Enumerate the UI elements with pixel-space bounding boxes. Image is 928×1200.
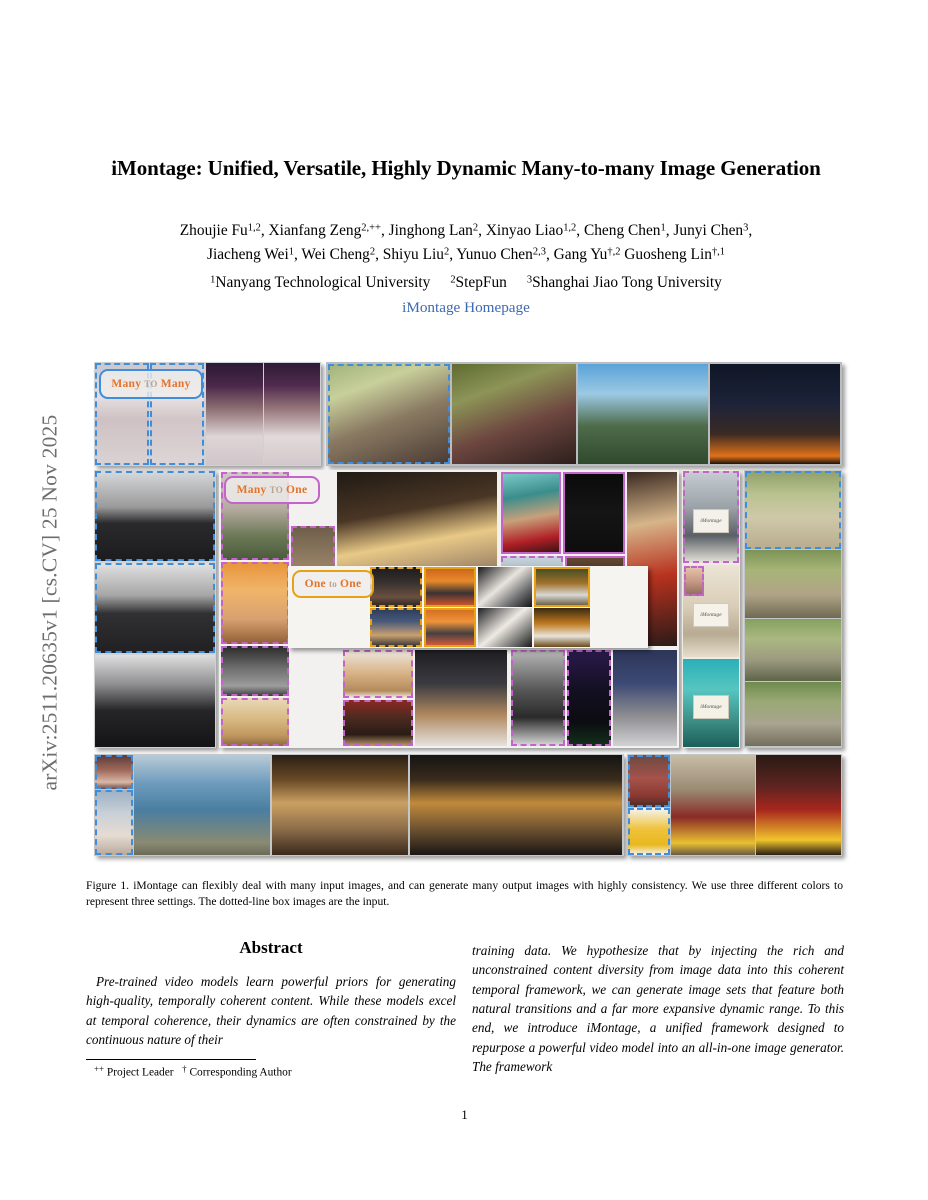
footnote-divider [86, 1059, 256, 1060]
figure-image-bag-output-2 [756, 755, 841, 855]
figure-row-1-left-group [94, 362, 321, 466]
homepage-line [86, 299, 846, 317]
badge-many-to-one-to: TO [269, 485, 284, 495]
figure-image-park-output-3 [745, 682, 841, 746]
arxiv-stamp [0, 0, 80, 1200]
figure-image-waterfall-1 [534, 567, 590, 607]
figure-image-nezuko-output-3 [710, 364, 840, 464]
figure-image-park-output-2 [745, 619, 841, 681]
figure-image-cat-input-2 [370, 608, 422, 647]
badge-many-to-one [224, 476, 320, 504]
figure-image-nezuko-output-1 [452, 364, 576, 464]
figure-image-shoe-2 [478, 608, 532, 647]
figure-image-waterfall-2 [534, 608, 590, 647]
figure-image-woman-input-3 [221, 646, 289, 696]
figure-image-bag-input-bag [628, 808, 670, 855]
badge-many-to-many [99, 369, 203, 399]
figure-image-woman-input-2 [221, 562, 289, 644]
author-line-1: Zhoujie Fu$^{1,2}$, Xianfang Zeng$^{2,++}$, Jinghong Lan$^2$, Xinyao Liao$^{1,2}$, Cheng Chen$^1$, Junyi Chen$^3$, [179, 222, 753, 240]
figure-image-cafe-output [272, 755, 408, 855]
figure-one-to-one-group [288, 566, 648, 648]
figure-image-lake-input-1 [95, 755, 133, 789]
badge-many-to-one-part1: Many [236, 484, 267, 496]
figure-image-anime-output-2 [264, 363, 320, 465]
figure-image-robot-1 [683, 471, 739, 563]
figure-image-bread-input [343, 650, 413, 698]
page-title: iMontage: Unified, Versatile, Highly Dynamic Many-to-many Image Generation [111, 156, 821, 180]
author-list [86, 219, 846, 267]
figure-image-woman-input-4 [221, 698, 289, 746]
figure-image-lake-output [134, 755, 270, 855]
figure-image-lake-input-2 [95, 790, 133, 855]
figure-robot-column [682, 470, 740, 748]
figure-image-cat-input-1 [370, 567, 422, 607]
badge-many-to-one-part2: One [286, 484, 308, 496]
figure-image-nezuko-output-2 [578, 364, 708, 464]
figure-image-shopping-output [410, 755, 622, 855]
figure-image-dog-bread-output [415, 650, 507, 746]
footnote-project-leader-mark: ++ [94, 1064, 105, 1074]
figure-image-desk-input-1 [95, 471, 215, 561]
footnote-corresponding: Corresponding Author [189, 1066, 292, 1079]
abstract-heading: Abstract [239, 938, 303, 957]
figure-image-interview-pose [567, 650, 611, 746]
footnote-project-leader: Project Leader [106, 1066, 174, 1079]
arxiv-identifier-text: arXiv:2511.20635v1 [cs.CV] 25 Nov 2025 [37, 414, 62, 791]
badge-many-to-many-to: TO [144, 379, 158, 389]
badge-many-to-many-part2: Many [160, 378, 191, 390]
figure-image-celebrity-sketch [563, 472, 625, 554]
figure-1-teaser [92, 358, 844, 863]
figure-image-desk-output-1 [95, 655, 215, 747]
paper-page [86, 0, 846, 1200]
figure-image-bag-input-person [628, 755, 670, 807]
badge-one-to-one-part1: One [304, 578, 326, 590]
badge-one-to-one-part2: One [340, 578, 362, 590]
author-line-2: Jiacheng Wei$^1$, Wei Cheng$^2$, Shiyu Liu$^2$, Yunuo Chen$^{2,3}$, Gang $Yu^{\dagger,2}$ Guosheng Lin$^{\dagger,1}$ [206, 246, 726, 264]
affiliation-1: Nanyang Technological University [215, 274, 431, 291]
figure-image-robot-3 [683, 659, 739, 747]
affiliation-2: StepFun [455, 274, 507, 291]
figure-image-interview-output [613, 650, 677, 746]
abstract-column-right: training data. We hypothesize that by injecting the rich and unconstrained content diversity from image data into this coherent temporal framework, we can generate image sets that feature both natural transitions and a far more expansive dynamic range. To this end, we introduce iMontage, a unified framework designed to repurpose a powerful video model into an all-in-one image generator. The framework [472, 943, 844, 1074]
figure-image-nezuko-input [328, 364, 450, 464]
figure-row-3-left-group [94, 754, 624, 856]
abstract-column-left: Pre-trained video models learn powerful priors for generating high-quality, temporally coherent content. While these models excel at temporal coherence, their dynamics are often constrained by the continuous nature of their [86, 974, 456, 1047]
robot-sign-2: iMontage [693, 603, 729, 627]
figure-image-desk-input-2 [95, 563, 215, 653]
figure-row-3-right-group [627, 754, 842, 856]
figure-image-park-input [745, 471, 841, 549]
figure-image-cat-output-2 [424, 608, 476, 647]
badge-one-to-one-to: to [328, 579, 338, 589]
figure-image-bag-output-1 [671, 755, 755, 855]
figure-image-anime-output-1 [206, 363, 263, 465]
robot-sign-1: iMontage [693, 509, 729, 533]
affiliation-list: $^1$Nanyang Technological University $^2$StepFun $^3$Shanghai Jiao Tong University [210, 274, 722, 291]
footnote [94, 1063, 464, 1081]
affiliation-3: Shanghai Jiao Tong University [532, 274, 722, 291]
page-number: 1 [461, 1107, 468, 1122]
figure-image-interview-input-1 [511, 650, 565, 746]
footnote-corresponding-mark: † [182, 1064, 187, 1074]
figure-monitor-column [94, 470, 216, 748]
figure-image-dog-input [343, 700, 413, 746]
figure-park-column [744, 470, 842, 748]
figure-caption: Figure 1. iMontage can flexibly deal with many input images, and can generate many output images with highly consistency. We use three different colors to represent three settings. The dotted-line box images are the input. [86, 879, 843, 909]
robot-sign-3: iMontage [693, 695, 729, 719]
imontage-homepage-link[interactable]: iMontage Homepage [402, 299, 530, 317]
figure-row-1-right-group [326, 362, 842, 466]
figure-image-robot-thumb [684, 566, 704, 596]
badge-many-to-many-part1: Many [111, 378, 142, 390]
badge-one-to-one [292, 570, 374, 598]
figure-image-shoe-1 [478, 567, 532, 607]
figure-image-cat-output-1 [424, 567, 476, 607]
figure-image-celebrity-1 [501, 472, 561, 554]
figure-image-park-output-1 [745, 550, 841, 618]
